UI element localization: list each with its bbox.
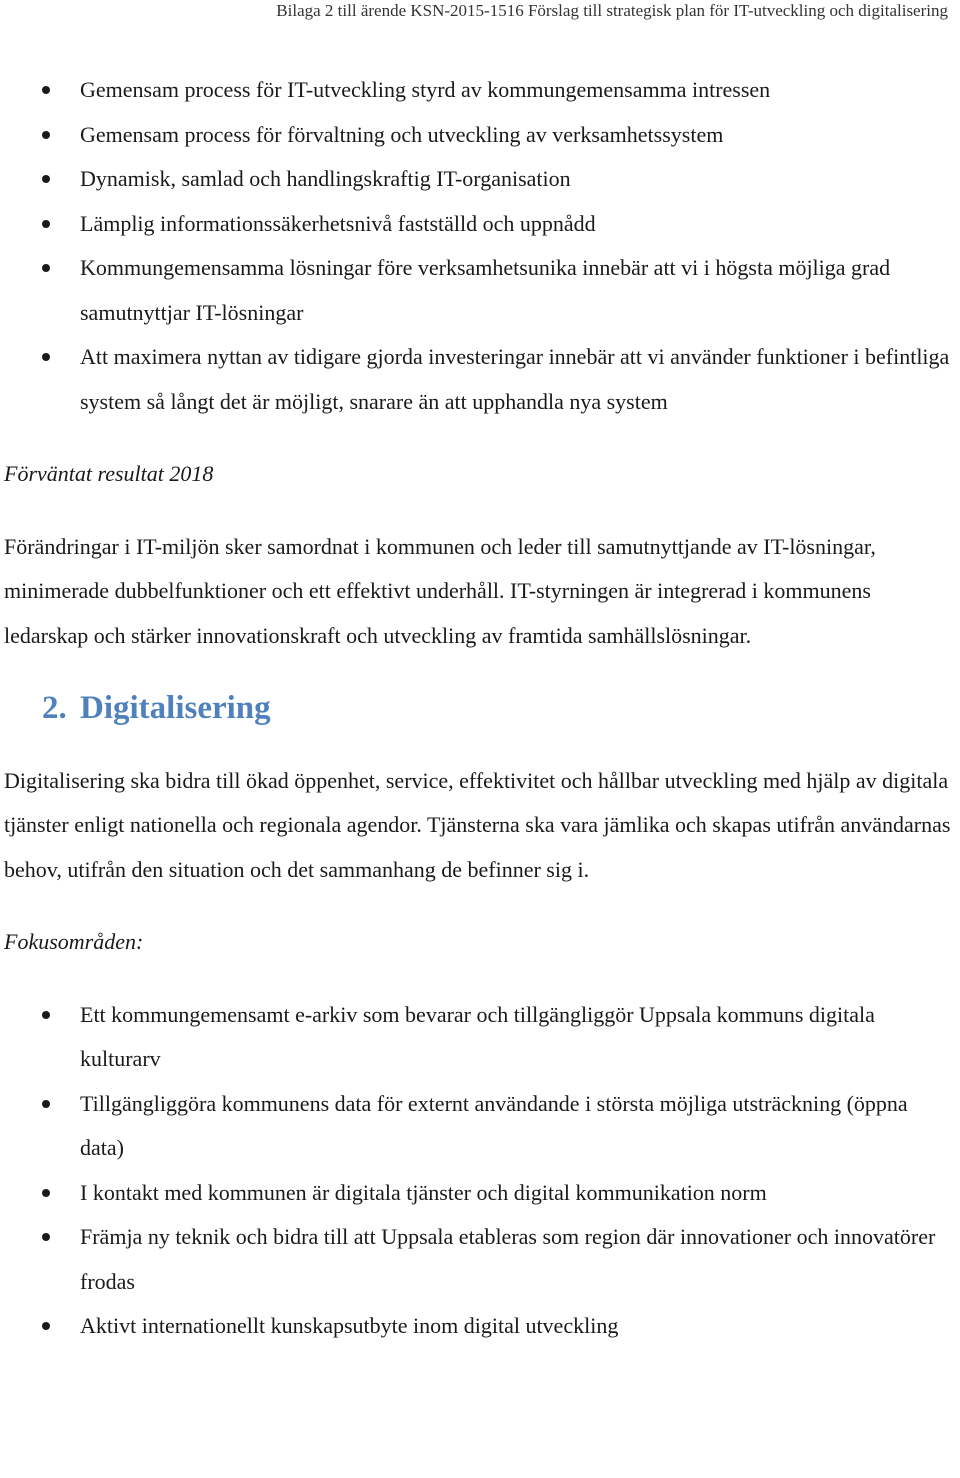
list-item [4, 335, 956, 424]
page-header: Bilaga 2 till ärende KSN-2015-1516 Förslag till strategisk plan för IT-utveckling och digitalisering [276, 1, 948, 20]
section-number: 2. [42, 690, 67, 726]
section-title: Digitalisering [80, 690, 271, 726]
bullet-icon [42, 175, 50, 183]
section-text: Digitalisering ska bidra till ökad öppenhet, service, effektivitet och hållbar utveckling med hjälp av digitala tjänster enligt nationella och regionala agendor. Tjänsterna ska vara jämlika och skapas utifrån användarnas behov, utifrån den situation och det sammanhang de befinner sig i. [4, 767, 951, 882]
it-goals-list [4, 68, 956, 424]
list-item [4, 1304, 956, 1349]
list-item [4, 113, 956, 158]
list-item-text: Aktivt internationellt kunskapsutbyte inom digital utveckling [80, 1313, 619, 1338]
list-item-text: Kommungemensamma lösningar före verksamhetsunika innebär att vi i högsta möjliga grad samutnyttjar IT-lösningar [80, 255, 891, 325]
bullet-icon [42, 1100, 50, 1108]
bullet-icon [42, 1011, 50, 1019]
list-item [4, 1171, 956, 1216]
list-item [4, 1215, 956, 1304]
expected-result-text: Förändringar i IT-miljön sker samordnat i kommunen och leder till samutnyttjande av IT-lösningar, minimerade dubbelfunktioner och ett effektivt underhåll. IT-styrningen är integrerad i kommunens ledarskap och stärker innovationskraft och utveckling av framtida samhällslösningar. [4, 533, 876, 648]
list-item [4, 68, 956, 113]
list-item [4, 1082, 956, 1171]
list-item-text: Främja ny teknik och bidra till att Uppsala etableras som region där innovationer och innovatörer frodas [80, 1224, 936, 1294]
list-item-text: Dynamisk, samlad och handlingskraftig IT-organisation [80, 166, 571, 191]
expected-result-heading: Förväntat resultat 2018 [4, 461, 214, 486]
section-heading [4, 686, 956, 731]
bullet-icon [42, 86, 50, 94]
bullet-icon [42, 220, 50, 228]
list-item [4, 202, 956, 247]
list-item-text: Lämplig informationssäkerhetsnivå fastställd och uppnådd [80, 210, 596, 236]
list-item-text: I kontakt med kommunen är digitala tjänster och digital kommunikation norm [80, 1179, 767, 1205]
bullet-icon [42, 353, 50, 361]
bullet-icon [42, 1189, 50, 1197]
list-item-text: Tillgängliggöra kommunens data för externt användande i största möjliga utsträckning (öppna data) [80, 1090, 908, 1160]
bullet-icon [42, 1233, 50, 1241]
list-item-text: Att maximera nyttan av tidigare gjorda investeringar innebär att vi använder funktioner i befintliga system så långt det är möjligt, snarare än att upphandla nya system [80, 344, 950, 414]
list-item [4, 993, 956, 1082]
list-item [4, 246, 956, 335]
bullet-icon [42, 264, 50, 272]
focus-heading: Fokusområden: [4, 929, 144, 954]
list-item-text: Gemensam process för IT-utveckling styrd av kommungemensamma intressen [80, 77, 771, 102]
document-body [4, 68, 956, 1349]
list-item-text: Gemensam process för förvaltning och utveckling av verksamhetssystem [80, 121, 724, 147]
focus-list [4, 993, 956, 1349]
bullet-icon [42, 1322, 50, 1330]
list-item [4, 157, 956, 202]
bullet-icon [42, 131, 50, 139]
list-item-text: Ett kommungemensamt e-arkiv som bevarar och tillgängliggör Uppsala kommuns digitala kulturarv [80, 1001, 875, 1071]
